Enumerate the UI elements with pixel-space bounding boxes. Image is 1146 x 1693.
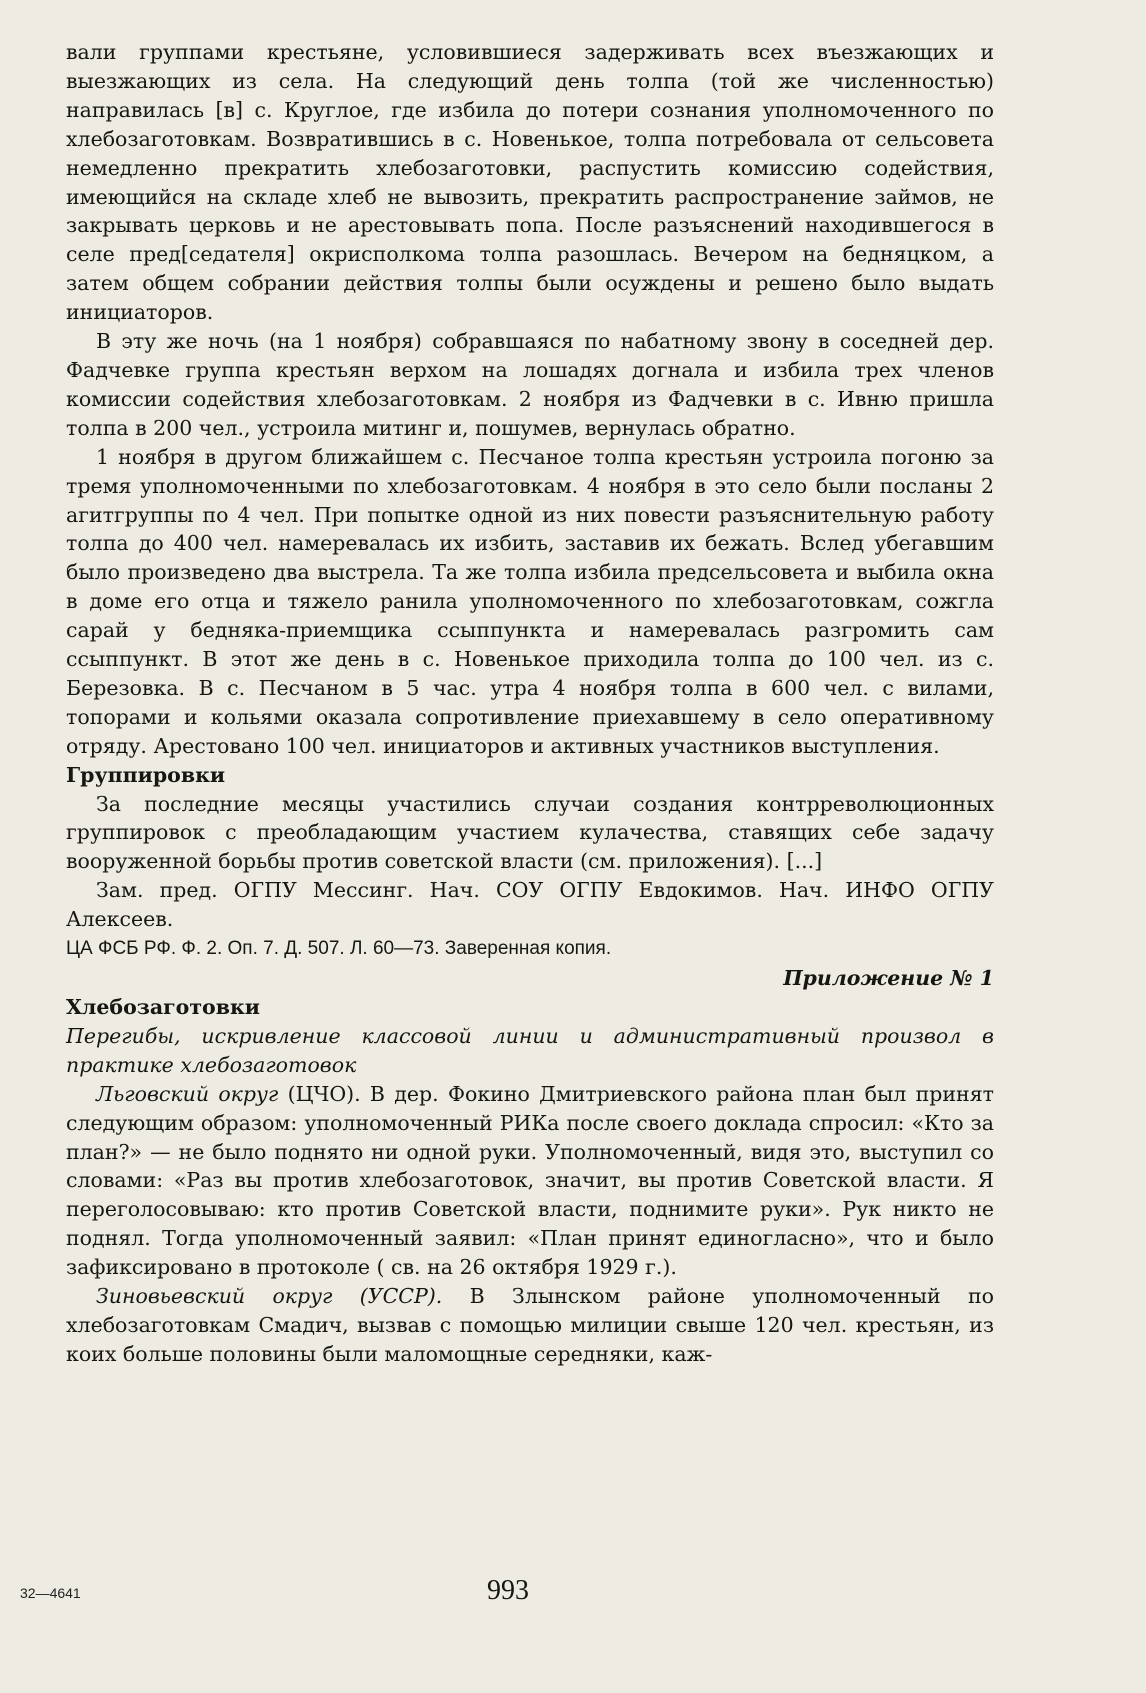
paragraph-groups: [66, 790, 994, 877]
appendix-title: Приложение № 1: [783, 966, 994, 991]
paragraph-fadchevka-text: В эту же ночь (на 1 ноября) собравшаяся по набатному звону в соседней дер. Фадчевке группа крестьян верхом на лошадях догнала и избила трех членов комиссии содействия хлебозаготовкам. 2 ноября из Фадчевки в с. Ивню пришла толпа в 200 чел., устроила митинг и, пошумев, вернулась обратно.: [66, 329, 994, 440]
paragraph-continuation: вали группами крестьяне, условившиеся задерживать всех въезжающих и выезжающих из села. На следующий день толпа (той же численностью) направилась [в] с. Круглое, где избила до потери сознания уполномоченного по хлебозаготовкам. Возвратившись в с. Новенькое, толпа потребовала от сельсовета немедленно прекратить хлебозаготовки, распустить комиссию содействия, имеющийся на складе хлеб не вывозить, прекратить распространение займов, не закрывать церковь и не арестовывать попа. После разъяснений находившегося в селе пред[седателя] окрисполкома толпа разошлась. Вечером на бедняцком, а затем общем собрании действия толпы были осуждены и решено было выдать инициаторов.: [66, 40, 994, 325]
print-code: 32—4641: [20, 1585, 81, 1601]
subheading-italic: Перегибы, искривление классовой линии и административный произвол в практике хлебозаготовок: [66, 1023, 994, 1077]
archive-source: ЦА ФСБ РФ. Ф. 2. Оп. 7. Д. 507. Л. 60—73. Заверенная копия.: [66, 938, 612, 960]
paragraph-zinovievsk-text: В Злынском районе уполномоченный по хлебозаготовкам Смадич, вызвав с помощью милиции свыше 120 чел. крестьян, из коих больше половины были маломощные середняки, каж-: [66, 1284, 995, 1366]
paragraph-peschanoe-text: 1 ноября в другом ближайшем с. Песчаное толпа крестьян устроила погоню за тремя уполномоченными по хлебозаготовкам. 4 ноября в это село были посланы 2 агитгруппы по 4 чел. При попытке одной из них повести разъяснительную работу толпа до 400 чел. намеревалась их избить, заставив их бежать. Вслед убегавшим было произведено два выстрела. Та же толпа избила предсельсовета и выбила окна в доме его отца и тяжело ранила уполномоченного по хлебозаготовкам, сожгла сарай у бедняка-приемщика ссыппункта и намеревалась разгромить сам ссыппункт. В этот же день в с. Новенькое приходила толпа до 100 чел. из с. Березовка. В с. Песчаном в 5 час. утра 4 ноября толпа в 600 чел. с вилами, топорами и кольями оказала сопротивление приехавшему в село оперативному отряду. Арестовано 100 чел. инициаторов и активных участников выступления.: [66, 444, 994, 758]
signatures: [66, 876, 994, 934]
signatures-text: Зам. пред. ОГПУ Мессинг. Нач. СОУ ОГПУ Евдокимов. Нач. ИНФО ОГПУ Алексеев.: [66, 878, 994, 932]
page-number: 993: [487, 1575, 529, 1606]
paragraph-groups-text: За последние месяцы участились случаи создания контрреволюционных группировок с преобладающим участием кулачества, ставящих себе задачу вооруженной борьбы против советской власти (см. приложения). [...]: [66, 791, 994, 874]
paragraph-lgov-lead: Льговский округ: [96, 1081, 279, 1106]
paragraph-peschanoe: [66, 443, 994, 761]
paragraph-zinovievsk: [66, 1282, 994, 1369]
section-heading-groups: Группировки: [66, 762, 226, 787]
section-heading-grain: Хлебозаготовки: [66, 995, 260, 1019]
paragraph-lgov: [66, 1080, 994, 1282]
paragraph-zinovievsk-lead: Зиновьевский округ (УССР).: [96, 1284, 443, 1309]
text-column: [66, 38, 994, 1369]
paragraph-fadchevka: [66, 327, 994, 443]
paragraph-lgov-text: (ЦЧО). В дер. Фокино Дмитриевского района план был принят следующим образом: уполномоченный РИКа после своего доклада спросил: «Кто за план?» — не было поднято ни одной руки. Уполномоченный, видя это, выступил со словами: «Раз вы против хлебозаготовок, значит, вы против Советской власти. Я переголосовываю: кто против Советской власти, поднимите руки». Рук никто не поднял. Тогда уполномоченный заявил: «План принят единогласно», что и было зафиксировано в протоколе ( св. на 26 октября 1929 г.).: [66, 1081, 994, 1280]
